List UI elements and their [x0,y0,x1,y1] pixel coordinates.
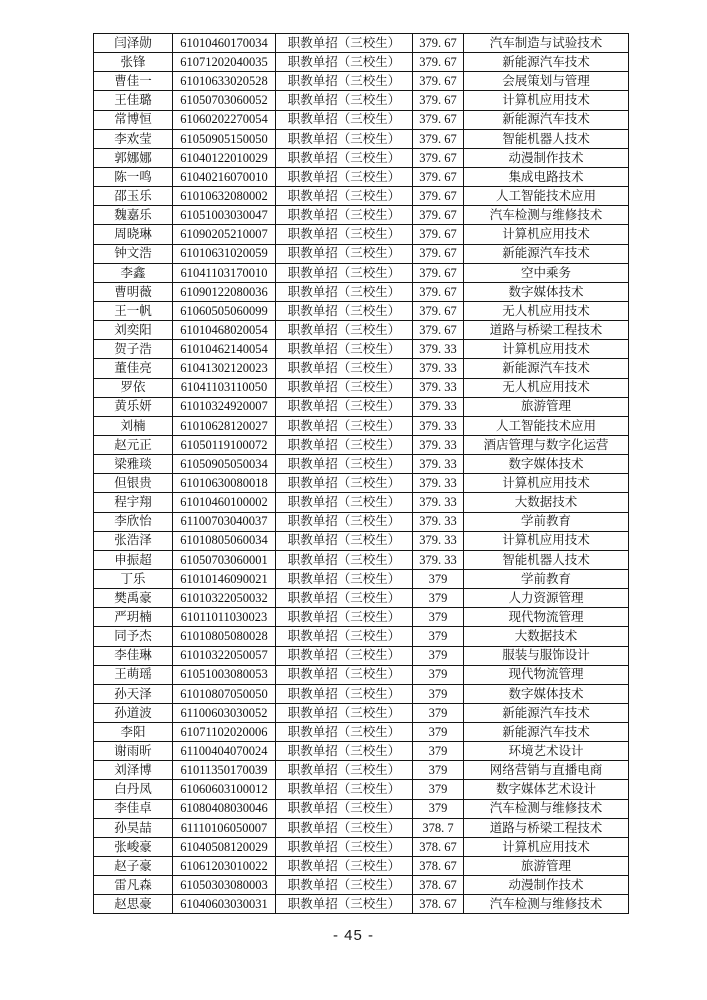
cell-score: 379. 33 [413,531,464,550]
cell-score: 379 [413,799,464,818]
cell-exam-number: 61100404070024 [173,742,276,761]
cell-major: 新能源汽车技术 [464,110,629,129]
cell-student-name: 梁雅琰 [94,455,173,474]
cell-major: 新能源汽车技术 [464,703,629,722]
cell-admission-type: 职教单招（三校生） [276,72,413,91]
cell-major: 人力资源管理 [464,589,629,608]
cell-score: 378. 7 [413,818,464,837]
cell-student-name: 常博恒 [94,110,173,129]
cell-admission-type: 职教单招（三校生） [276,799,413,818]
cell-exam-number: 61050905050034 [173,455,276,474]
cell-student-name: 魏嘉乐 [94,206,173,225]
table-row [94,589,629,608]
cell-score: 379. 67 [413,244,464,263]
cell-admission-type: 职教单招（三校生） [276,244,413,263]
table-row [94,455,629,474]
cell-major: 计算机应用技术 [464,837,629,856]
table-row [94,34,629,53]
cell-student-name: 张锋 [94,53,173,72]
cell-exam-number: 61010460170034 [173,34,276,53]
cell-admission-type: 职教单招（三校生） [276,895,413,914]
cell-student-name: 王佳璐 [94,91,173,110]
cell-major: 新能源汽车技术 [464,53,629,72]
cell-score: 379. 67 [413,72,464,91]
cell-admission-type: 职教单招（三校生） [276,359,413,378]
cell-student-name: 谢雨昕 [94,742,173,761]
table-row [94,780,629,799]
cell-admission-type: 职教单招（三校生） [276,531,413,550]
results-table-body [94,34,629,914]
cell-admission-type: 职教单招（三校生） [276,703,413,722]
cell-student-name: 贺子浩 [94,340,173,359]
cell-score: 379. 33 [413,435,464,454]
cell-score: 379. 33 [413,416,464,435]
cell-exam-number: 61010805060034 [173,531,276,550]
cell-admission-type: 职教单招（三校生） [276,110,413,129]
cell-student-name: 李佳卓 [94,799,173,818]
table-row [94,206,629,225]
cell-exam-number: 61100703040037 [173,512,276,531]
cell-score: 379 [413,627,464,646]
cell-score: 379. 67 [413,91,464,110]
cell-exam-number: 61050703060001 [173,550,276,569]
cell-score: 379 [413,646,464,665]
cell-exam-number: 61010324920007 [173,397,276,416]
cell-exam-number: 61010460100002 [173,493,276,512]
cell-score: 379. 67 [413,187,464,206]
admission-results-table [93,33,629,914]
cell-student-name: 曹明薇 [94,282,173,301]
table-row [94,665,629,684]
cell-major: 计算机应用技术 [464,225,629,244]
cell-admission-type: 职教单招（三校生） [276,187,413,206]
cell-student-name: 张浩泽 [94,531,173,550]
cell-score: 379 [413,569,464,588]
cell-major: 汽车制造与试验技术 [464,34,629,53]
cell-exam-number: 61010322050032 [173,589,276,608]
page-number: - 45 - [332,927,374,944]
table-row [94,837,629,856]
table-row [94,301,629,320]
cell-exam-number: 61041103110050 [173,378,276,397]
cell-admission-type: 职教单招（三校生） [276,206,413,225]
cell-admission-type: 职教单招（三校生） [276,723,413,742]
cell-major: 大数据技术 [464,493,629,512]
cell-major: 空中乘务 [464,263,629,282]
cell-admission-type: 职教单招（三校生） [276,569,413,588]
cell-admission-type: 职教单招（三校生） [276,53,413,72]
cell-major: 人工智能技术应用 [464,187,629,206]
cell-score: 379 [413,780,464,799]
cell-exam-number: 61010146090021 [173,569,276,588]
cell-student-name: 王萌瑶 [94,665,173,684]
cell-major: 学前教育 [464,569,629,588]
table-row [94,91,629,110]
cell-admission-type: 职教单招（三校生） [276,397,413,416]
cell-score: 378. 67 [413,837,464,856]
cell-major: 汽车检测与维修技术 [464,799,629,818]
cell-major: 动漫制作技术 [464,148,629,167]
cell-student-name: 李鑫 [94,263,173,282]
cell-admission-type: 职教单招（三校生） [276,665,413,684]
cell-score: 378. 67 [413,876,464,895]
cell-admission-type: 职教单招（三校生） [276,301,413,320]
cell-score: 379. 33 [413,359,464,378]
cell-exam-number: 61041302120023 [173,359,276,378]
cell-admission-type: 职教单招（三校生） [276,742,413,761]
cell-major: 人工智能技术应用 [464,416,629,435]
table-row [94,53,629,72]
table-row [94,799,629,818]
table-row [94,512,629,531]
table-row [94,646,629,665]
cell-student-name: 邵玉乐 [94,187,173,206]
cell-admission-type: 职教单招（三校生） [276,282,413,301]
table-row [94,876,629,895]
cell-student-name: 李阳 [94,723,173,742]
cell-student-name: 陈一鸣 [94,167,173,186]
cell-exam-number: 61071102020006 [173,723,276,742]
cell-student-name: 赵子豪 [94,857,173,876]
cell-exam-number: 61010805080028 [173,627,276,646]
cell-student-name: 程宇翔 [94,493,173,512]
table-row [94,72,629,91]
cell-student-name: 孙昊喆 [94,818,173,837]
cell-major: 计算机应用技术 [464,474,629,493]
cell-major: 环境艺术设计 [464,742,629,761]
cell-student-name: 曹佳一 [94,72,173,91]
cell-major: 新能源汽车技术 [464,723,629,742]
cell-student-name: 周晓琳 [94,225,173,244]
cell-score: 378. 67 [413,895,464,914]
cell-score: 379. 67 [413,53,464,72]
cell-major: 新能源汽车技术 [464,244,629,263]
cell-score: 379. 67 [413,148,464,167]
table-row [94,627,629,646]
cell-student-name: 申振超 [94,550,173,569]
table-row [94,474,629,493]
cell-admission-type: 职教单招（三校生） [276,857,413,876]
cell-student-name: 刘泽博 [94,761,173,780]
cell-major: 网络营销与直播电商 [464,761,629,780]
cell-admission-type: 职教单招（三校生） [276,837,413,856]
cell-exam-number: 61040508120029 [173,837,276,856]
table-row [94,569,629,588]
cell-exam-number: 61040603030031 [173,895,276,914]
cell-student-name: 孙天泽 [94,684,173,703]
cell-major: 现代物流管理 [464,665,629,684]
cell-exam-number: 61010631020059 [173,244,276,263]
table-row [94,435,629,454]
cell-major: 数字媒体技术 [464,684,629,703]
cell-admission-type: 职教单招（三校生） [276,818,413,837]
cell-admission-type: 职教单招（三校生） [276,91,413,110]
cell-score: 379. 33 [413,340,464,359]
cell-exam-number: 61110106050007 [173,818,276,837]
cell-exam-number: 61051003080053 [173,665,276,684]
cell-major: 无人机应用技术 [464,378,629,397]
cell-score: 379 [413,589,464,608]
cell-major: 会展策划与管理 [464,72,629,91]
cell-score: 379. 33 [413,512,464,531]
table-row [94,761,629,780]
cell-student-name: 罗依 [94,378,173,397]
cell-exam-number: 61011011030023 [173,608,276,627]
cell-admission-type: 职教单招（三校生） [276,263,413,282]
cell-student-name: 刘楠 [94,416,173,435]
cell-score: 379. 67 [413,225,464,244]
table-row [94,857,629,876]
cell-score: 379. 67 [413,282,464,301]
cell-admission-type: 职教单招（三校生） [276,455,413,474]
cell-major: 智能机器人技术 [464,550,629,569]
cell-major: 汽车检测与维修技术 [464,206,629,225]
table-row [94,244,629,263]
cell-exam-number: 61051003030047 [173,206,276,225]
cell-student-name: 董佳亮 [94,359,173,378]
cell-student-name: 李欣怡 [94,512,173,531]
cell-major: 动漫制作技术 [464,876,629,895]
table-row [94,167,629,186]
table-row [94,550,629,569]
table-row [94,282,629,301]
cell-exam-number: 61090122080036 [173,282,276,301]
cell-score: 379. 67 [413,263,464,282]
cell-admission-type: 职教单招（三校生） [276,167,413,186]
cell-student-name: 赵思豪 [94,895,173,914]
cell-exam-number: 61060603100012 [173,780,276,799]
cell-major: 道路与桥梁工程技术 [464,321,629,340]
cell-admission-type: 职教单招（三校生） [276,225,413,244]
cell-student-name: 孙道波 [94,703,173,722]
cell-score: 379. 33 [413,493,464,512]
cell-admission-type: 职教单招（三校生） [276,512,413,531]
cell-major: 计算机应用技术 [464,91,629,110]
cell-major: 新能源汽车技术 [464,359,629,378]
cell-score: 379. 67 [413,34,464,53]
cell-score: 379 [413,665,464,684]
cell-exam-number: 61040216070010 [173,167,276,186]
cell-major: 计算机应用技术 [464,340,629,359]
cell-admission-type: 职教单招（三校生） [276,340,413,359]
cell-admission-type: 职教单招（三校生） [276,608,413,627]
cell-exam-number: 61041103170010 [173,263,276,282]
table-row [94,321,629,340]
cell-student-name: 郭娜娜 [94,148,173,167]
cell-exam-number: 61010807050050 [173,684,276,703]
cell-admission-type: 职教单招（三校生） [276,321,413,340]
cell-student-name: 李欢莹 [94,129,173,148]
table-row [94,684,629,703]
cell-admission-type: 职教单招（三校生） [276,627,413,646]
cell-student-name: 丁乐 [94,569,173,588]
cell-admission-type: 职教单招（三校生） [276,474,413,493]
cell-exam-number: 61010632080002 [173,187,276,206]
cell-exam-number: 61010630080018 [173,474,276,493]
cell-score: 379. 67 [413,321,464,340]
cell-major: 酒店管理与数字化运营 [464,435,629,454]
cell-major: 现代物流管理 [464,608,629,627]
cell-score: 379. 33 [413,378,464,397]
cell-student-name: 张峻豪 [94,837,173,856]
cell-score: 379 [413,703,464,722]
cell-student-name: 严玥楠 [94,608,173,627]
cell-exam-number: 61040122010029 [173,148,276,167]
cell-score: 379 [413,684,464,703]
cell-admission-type: 职教单招（三校生） [276,780,413,799]
cell-major: 数字媒体艺术设计 [464,780,629,799]
cell-admission-type: 职教单招（三校生） [276,435,413,454]
cell-major: 智能机器人技术 [464,129,629,148]
cell-exam-number: 61010633020528 [173,72,276,91]
table-row [94,493,629,512]
cell-exam-number: 61010462140054 [173,340,276,359]
cell-admission-type: 职教单招（三校生） [276,129,413,148]
cell-score: 379. 67 [413,129,464,148]
cell-student-name: 白丹凤 [94,780,173,799]
cell-admission-type: 职教单招（三校生） [276,378,413,397]
cell-student-name: 闫泽勋 [94,34,173,53]
cell-student-name: 樊禹豪 [94,589,173,608]
cell-major: 数字媒体技术 [464,455,629,474]
table-row [94,895,629,914]
table-row [94,129,629,148]
table-row [94,110,629,129]
cell-exam-number: 61010628120027 [173,416,276,435]
cell-student-name: 同予杰 [94,627,173,646]
table-row [94,703,629,722]
table-row [94,416,629,435]
cell-admission-type: 职教单招（三校生） [276,416,413,435]
cell-student-name: 赵元正 [94,435,173,454]
cell-major: 汽车检测与维修技术 [464,895,629,914]
table-row [94,263,629,282]
table-row [94,818,629,837]
cell-admission-type: 职教单招（三校生） [276,761,413,780]
table-row [94,378,629,397]
cell-exam-number: 61011350170039 [173,761,276,780]
cell-exam-number: 61010322050057 [173,646,276,665]
cell-student-name: 钟文浩 [94,244,173,263]
table-row [94,187,629,206]
table-row [94,742,629,761]
cell-exam-number: 61010468020054 [173,321,276,340]
cell-major: 大数据技术 [464,627,629,646]
cell-major: 计算机应用技术 [464,531,629,550]
table-row [94,225,629,244]
cell-student-name: 黄乐妍 [94,397,173,416]
cell-major: 无人机应用技术 [464,301,629,320]
cell-admission-type: 职教单招（三校生） [276,148,413,167]
cell-score: 379. 33 [413,474,464,493]
cell-major: 学前教育 [464,512,629,531]
cell-score: 379. 33 [413,550,464,569]
cell-score: 379. 67 [413,301,464,320]
cell-exam-number: 61050303080003 [173,876,276,895]
cell-score: 379 [413,608,464,627]
cell-exam-number: 61050703060052 [173,91,276,110]
table-row [94,608,629,627]
cell-admission-type: 职教单招（三校生） [276,876,413,895]
cell-score: 379. 33 [413,397,464,416]
cell-score: 379. 33 [413,455,464,474]
cell-score: 378. 67 [413,857,464,876]
cell-admission-type: 职教单招（三校生） [276,684,413,703]
cell-exam-number: 61060505060099 [173,301,276,320]
cell-student-name: 雷凡森 [94,876,173,895]
cell-score: 379. 67 [413,206,464,225]
cell-admission-type: 职教单招（三校生） [276,493,413,512]
cell-major: 集成电路技术 [464,167,629,186]
cell-score: 379 [413,723,464,742]
cell-exam-number: 61050905150050 [173,129,276,148]
cell-exam-number: 61100603030052 [173,703,276,722]
cell-score: 379 [413,761,464,780]
table-row [94,340,629,359]
cell-major: 服装与服饰设计 [464,646,629,665]
cell-exam-number: 61061203010022 [173,857,276,876]
cell-student-name: 李佳琳 [94,646,173,665]
cell-major: 旅游管理 [464,857,629,876]
cell-exam-number: 61071202040035 [173,53,276,72]
cell-major: 道路与桥梁工程技术 [464,818,629,837]
cell-exam-number: 61060202270054 [173,110,276,129]
cell-score: 379. 67 [413,110,464,129]
table-row [94,531,629,550]
cell-exam-number: 61090205210007 [173,225,276,244]
cell-student-name: 但银贵 [94,474,173,493]
cell-student-name: 王一帆 [94,301,173,320]
cell-admission-type: 职教单招（三校生） [276,34,413,53]
cell-admission-type: 职教单招（三校生） [276,646,413,665]
cell-score: 379. 67 [413,167,464,186]
cell-major: 旅游管理 [464,397,629,416]
cell-student-name: 刘奕阳 [94,321,173,340]
cell-exam-number: 61050119100072 [173,435,276,454]
table-row [94,397,629,416]
cell-exam-number: 61080408030046 [173,799,276,818]
table-row [94,148,629,167]
cell-score: 379 [413,742,464,761]
table-row [94,723,629,742]
cell-admission-type: 职教单招（三校生） [276,550,413,569]
table-row [94,359,629,378]
cell-major: 数字媒体技术 [464,282,629,301]
cell-admission-type: 职教单招（三校生） [276,589,413,608]
